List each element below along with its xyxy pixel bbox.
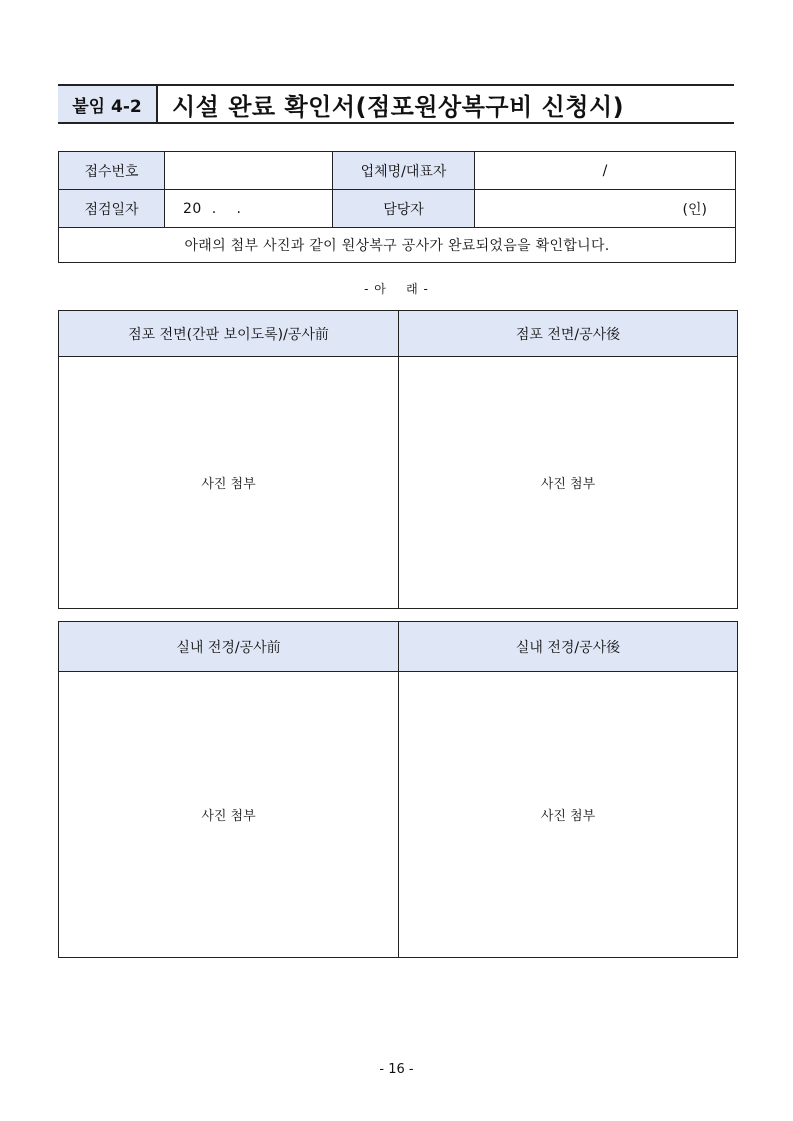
document-title (58, 84, 734, 124)
title-text: 시설 완료 확인서(점포원상복구비 신청시) (172, 92, 625, 121)
interior-before-photo-slot[interactable]: 사진 첨부 (59, 672, 399, 958)
manager-label: 담당자 (333, 190, 475, 228)
front-before-header: 점포 전면(간판 보이도록)/공사前 (59, 311, 399, 357)
below-heading: - 아 래 - (364, 282, 429, 296)
inspection-date-label: 점검일자 (59, 190, 165, 228)
receipt-no-label: 접수번호 (59, 152, 165, 190)
receipt-no-field[interactable] (165, 152, 333, 190)
manager-seal-field[interactable]: (인) (475, 190, 736, 228)
front-after-header: 점포 전면/공사後 (399, 311, 738, 357)
exterior-photo-table (58, 310, 738, 609)
interior-after-header: 실내 전경/공사後 (399, 622, 738, 672)
front-after-photo-slot[interactable]: 사진 첨부 (399, 357, 738, 609)
company-label: 업체명/대표자 (333, 152, 475, 190)
interior-photo-table (58, 621, 738, 958)
attachment-label: 붙임 4-2 (58, 86, 158, 122)
interior-before-header: 실내 전경/공사前 (59, 622, 399, 672)
info-table (58, 151, 736, 263)
company-field[interactable]: / (475, 152, 736, 190)
front-before-photo-slot[interactable]: 사진 첨부 (59, 357, 399, 609)
interior-after-photo-slot[interactable]: 사진 첨부 (399, 672, 738, 958)
inspection-date-field[interactable]: 20 . . (165, 190, 333, 228)
page-number: - 16 - (379, 1062, 414, 1077)
confirmation-statement: 아래의 첨부 사진과 같이 원상복구 공사가 완료되었음을 확인합니다. (59, 228, 736, 263)
